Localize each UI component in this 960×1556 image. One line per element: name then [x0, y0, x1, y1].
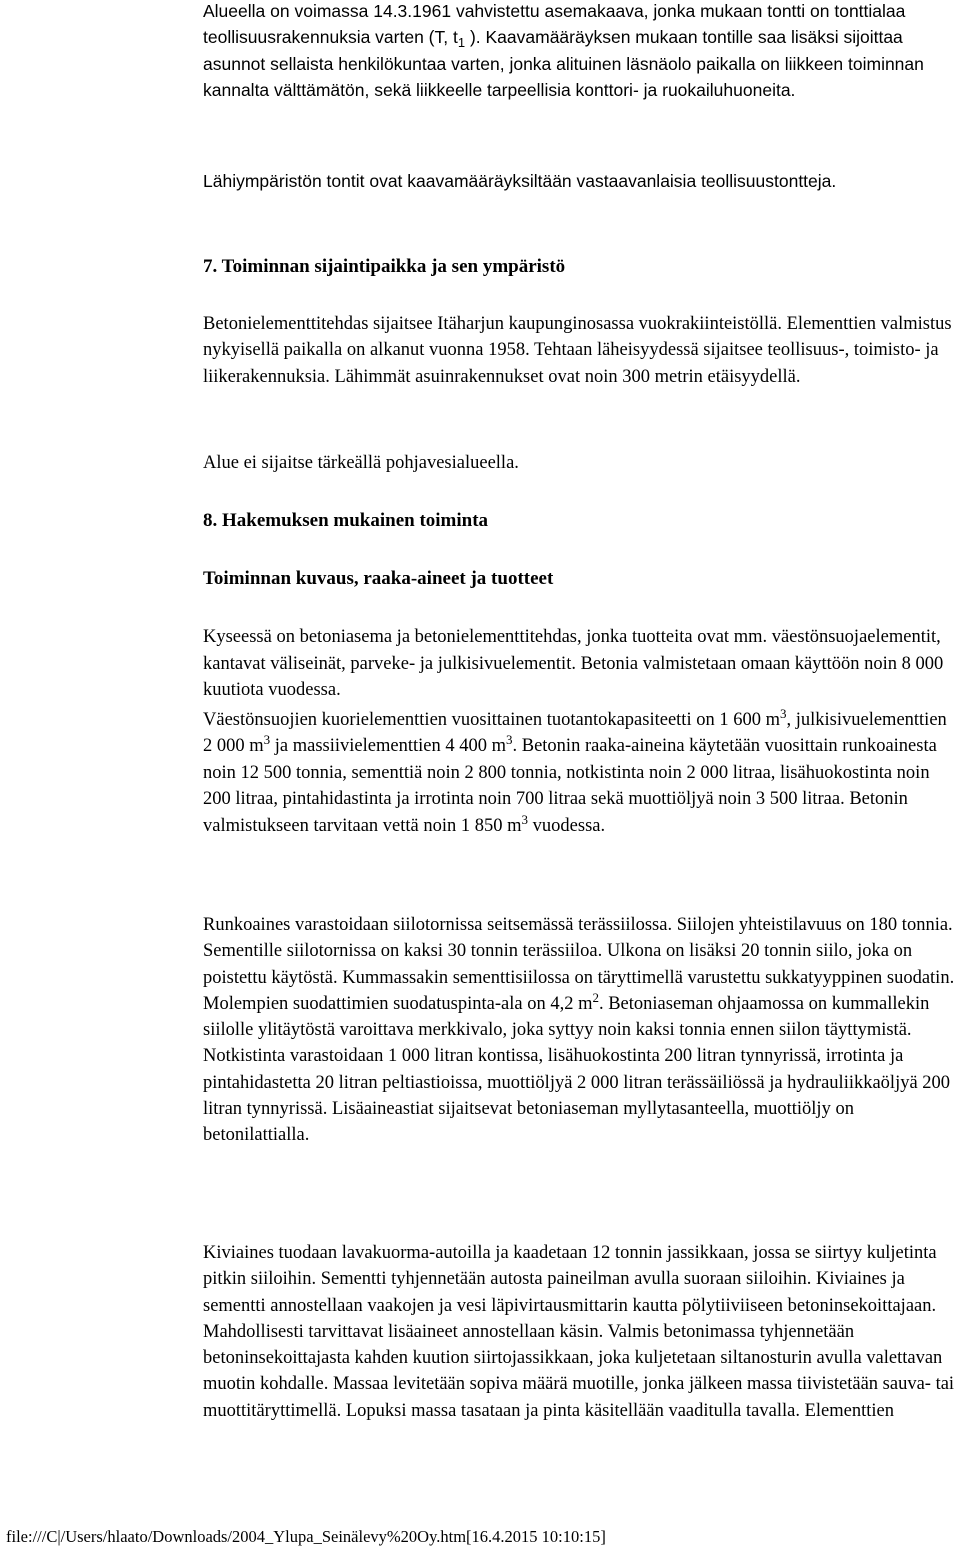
zoning-paragraph: Alueella on voimassa 14.3.1961 vahvistettu asemakaava, jonka mukaan tontti on tonttialaa teollisuusrakennuksia varten (T, $t_1$ ). Kaavamääräyksen mukaan tontille saa lisäksi sijoittaa asunnot sellaista henkilökuntaa varten, jonka alituinen läsnäolo paikalla on liikkeen toiminnan kannalta välttämätön, sekä liikkeelle tarpeellisia konttori- ja ruokailuhuoneita.	[203, 1, 924, 100]
groundwater-paragraph: Alue ei sijaitse tärkeällä pohjavesialueella.	[203, 453, 519, 473]
surroundings-paragraph: Lähiympäristön tontit ovat kaavamääräyksiltään vastaavanlaisia teollisuustontteja.	[203, 171, 837, 191]
operations-subheading: Toiminnan kuvaus, raaka-aineet ja tuotteet	[203, 568, 554, 589]
file-path-footer: file:///C|/Users/hlaato/Downloads/2004_Ylupa_Seinälevy%20Oy.htm[16.4.2015 10:10:15]	[6, 1527, 606, 1546]
operations-paragraph: Kyseessä on betoniasema ja betonielementtitehdas, jonka tuotteita ovat mm. väestönsuojaelementit, kantavat väliseinät, parveke- ja julkisivuelementit. Betonia valmistetaan omaan käyttöön noin 8 000 kuutiota vuodessa. Väestönsuojien kuorielementtien vuosittainen tuotantokapasiteetti on 1 600 $m^3$, julkisivuelementtien 2 000 $m^3$ ja massiivielementtien 4 400 $m^3$. Betonin raaka-aineina käytetään vuosittain runkoainesta noin 12 500 tonnia, sementtiä noin 2 800 tonnia, notkistinta noin 2 000 litraa, lisähuokostinta noin 200 litraa, pintahidastinta ja irrotinta noin 700 litraa sekä muottiöljyä noin 3 500 litraa. Betonin valmistukseen tarvitaan vettä noin 1 850 $m^3$ vuodessa.	[203, 627, 947, 836]
section-7-heading: 7. Toiminnan sijaintipaikka ja sen ympäristö	[203, 256, 566, 277]
storage-paragraph: Runkoaines varastoidaan siilotornissa seitsemässä terässiilossa. Siilojen yhteistilavuus on 180 tonnia. Sementille siilotornissa on kaksi 30 tonnin terässiiloa. Ulkona on lisäksi 20 tonnin siilo, joka on poistettu käytöstä. Kummassakin sementtisiilossa on täryttimellä varustettu sukkatyyppinen suodatin. Molempien suodattimien suodatuspinta-ala on 4,2 $m^2$. Betoniaseman ohjaamossa on kummallekin siilolle ylitäytöstä varoittava merkkivalo, joka syttyy noin kaksi tonnia ennen siilon täyttymistä. Notkistinta varastoidaan 1 000 litran kontissa, lisähuokostinta 200 litran tynnyrissä, irrotinta ja pintahidastetta 20 litran peltiastioissa, muottiöljyä 2 000 litran terässäiliössä ja hydrauliikkaöljyä 200 litran tynnyrissä. Lisäaineastiat sijaitsevat betoniaseman myllytasanteella, muottiöljy on betonilattialla.	[203, 915, 955, 1146]
process-paragraph: Kiviaines tuodaan lavakuorma-autoilla ja kaadetaan 12 tonnin jassikkaan, jossa se siirtyy kuljetinta pitkin siiloihin. Sementti tyhjennetään autosta paineilman avulla suoraan siiloihin. Kiviaines ja sementti annostellaan vaakojen ja vesi läpivirtausmittarin kautta pölytiiviiseen betoninsekoittajaan. Mahdollisesti tarvittavat lisäaineet annostellaan käsin. Valmis betonimassa tyhjennetään betoninsekoittajasta kahden kuution siirtojassikkaan, joka kuljetetaan siltanosturin avulla valettavan muotin kohdalle. Massaa levitetään sopiva määrä muotille, jonka jälkeen massa tiivistetään sauva- tai muottitäryttimellä. Lopuksi massa tasataan ja pinta käsitellään vaaditulla tavalla. Elementtien	[203, 1243, 955, 1421]
location-paragraph: Betonielementtitehdas sijaitsee Itäharjun kaupunginosassa vuokrakiinteistöllä. Elementtien valmistus nykyisellä paikalla on alkanut vuonna 1958. Tehtaan läheisyydessä sijaitsee teollisuus-, toimisto- ja liikerakennuksia. Lähimmät asuinrakennukset ovat noin 300 metrin etäisyydellä.	[203, 314, 952, 387]
section-8-heading: 8. Hakemuksen mukainen toiminta	[203, 510, 489, 531]
